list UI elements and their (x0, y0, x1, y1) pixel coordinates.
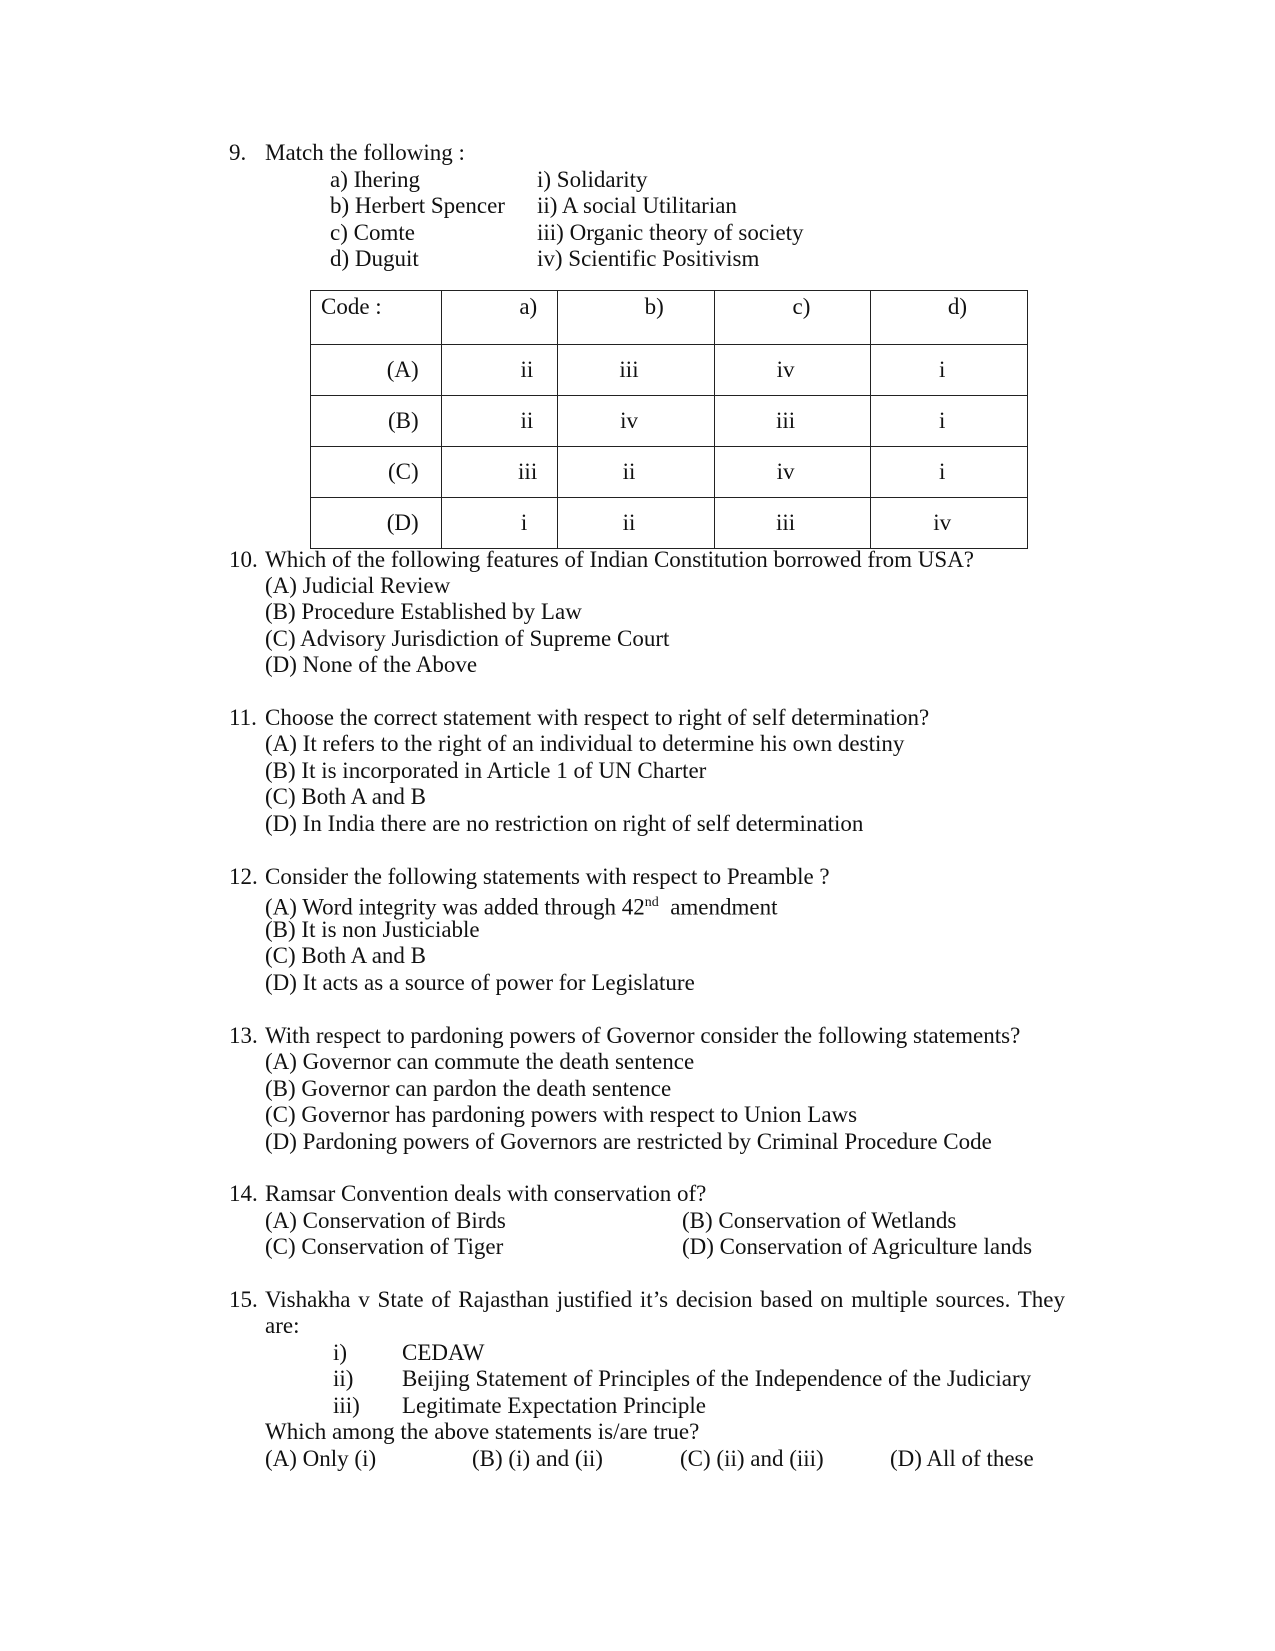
code-cell: i (871, 447, 1028, 498)
q11-option: (C) Both A and B (265, 784, 427, 809)
q15-prompt: Which among the above statements is/are true? (265, 1419, 700, 1444)
code-cell: ii (441, 396, 558, 447)
q15-item-number: i) (333, 1340, 348, 1365)
q15-item-text: CEDAW (402, 1340, 485, 1365)
q15-option: (C) (ii) and (iii) (680, 1446, 824, 1471)
q13-option: (C) Governor has pardoning powers with respect to Union Laws (265, 1102, 858, 1127)
q10-text: Which of the following features of Indian Constitution borrowed from USA? (265, 547, 975, 572)
q15-number: 15. (229, 1287, 258, 1312)
q15-option: (D) All of these (890, 1446, 1034, 1471)
code-table-row (311, 498, 1028, 549)
q9-number: 9. (229, 140, 247, 165)
code-row-label: (D) (311, 498, 442, 549)
q9-right-item: i) Solidarity (537, 167, 648, 192)
q15-item-number: ii) (333, 1366, 354, 1391)
q14-option: (C) Conservation of Tiger (265, 1234, 504, 1259)
code-cell: iii (558, 345, 715, 396)
code-cell: iii (714, 396, 871, 447)
code-cell: i (871, 345, 1028, 396)
q11-option: (B) It is incorporated in Article 1 of UN Charter (265, 758, 707, 783)
q9-left-item: a) Ihering (330, 167, 421, 192)
code-table-row (311, 345, 1028, 396)
code-header-cell: d) (871, 291, 1028, 345)
q12-option-a-superscript: nd (644, 895, 659, 910)
q12-number: 12. (229, 864, 258, 889)
code-header-cell: a) (441, 291, 558, 345)
code-cell: iv (871, 498, 1028, 549)
code-cell: i (441, 498, 558, 549)
code-cell: ii (558, 447, 715, 498)
q11-text: Choose the correct statement with respect to right of self determination? (265, 705, 930, 730)
q9-right-item: iv) Scientific Positivism (537, 246, 760, 271)
q12-option: (B) It is non Justiciable (265, 917, 480, 942)
code-header-cell: b) (558, 291, 715, 345)
q12-option: (D) It acts as a source of power for Legislature (265, 970, 695, 995)
q9-left-item: b) Herbert Spencer (330, 193, 505, 218)
q13-option: (A) Governor can commute the death sentence (265, 1049, 695, 1074)
q12-option-a-suffix: amendment (670, 894, 778, 920)
q12-text: Consider the following statements with respect to Preamble ? (265, 864, 830, 889)
q10-option: (A) Judicial Review (265, 573, 451, 598)
code-cell: iii (714, 498, 871, 549)
code-cell: iv (714, 447, 871, 498)
code-row-label: (C) (311, 447, 442, 498)
q15-option: (B) (i) and (ii) (472, 1446, 603, 1471)
q10-option: (B) Procedure Established by Law (265, 599, 582, 624)
code-row-label: (A) (311, 345, 442, 396)
code-header-cell: c) (714, 291, 871, 345)
q10-option: (D) None of the Above (265, 652, 478, 677)
code-table-row (311, 396, 1028, 447)
q14-text: Ramsar Convention deals with conservation of? (265, 1181, 707, 1206)
q12-option-a-text: (A) Word integrity was added through 42 (265, 894, 645, 920)
q12-option: (C) Both A and B (265, 943, 427, 968)
q15-item-number: iii) (333, 1393, 360, 1418)
code-cell: iii (441, 447, 558, 498)
q11-option: (D) In India there are no restriction on right of self determination (265, 811, 864, 836)
q13-option: (D) Pardoning powers of Governors are restricted by Criminal Procedure Code (265, 1129, 992, 1154)
q11-number: 11. (229, 705, 257, 730)
q14-option: (B) Conservation of Wetlands (682, 1208, 957, 1233)
code-cell: ii (441, 345, 558, 396)
q9-code-table (310, 290, 1028, 549)
q9-right-item: ii) A social Utilitarian (537, 193, 737, 218)
q14-number: 14. (229, 1181, 258, 1206)
code-table-header (311, 291, 1028, 345)
q10-option: (C) Advisory Jurisdiction of Supreme Court (265, 626, 670, 651)
q9-left-item: d) Duguit (330, 246, 419, 271)
code-cell: i (871, 396, 1028, 447)
code-table-row (311, 447, 1028, 498)
code-row-label: (B) (311, 396, 442, 447)
q13-text: With respect to pardoning powers of Governor consider the following statements? (265, 1023, 1021, 1048)
q11-option: (A) It refers to the right of an individual to determine his own destiny (265, 731, 905, 756)
q13-number: 13. (229, 1023, 258, 1048)
q15-text: Vishakha v State of Rajasthan justified it’s decision based on multiple sources. They (265, 1287, 1065, 1312)
q9-right-item: iii) Organic theory of society (537, 220, 804, 245)
q14-option: (A) Conservation of Birds (265, 1208, 506, 1233)
q10-number: 10. (229, 547, 258, 572)
q9-text: Match the following : (265, 140, 465, 165)
code-header-cell: Code : (311, 291, 442, 345)
q9-left-item: c) Comte (330, 220, 415, 245)
q14-option: (D) Conservation of Agriculture lands (682, 1234, 1033, 1259)
q15-item-text: Beijing Statement of Principles of the Independence of the Judiciary (402, 1366, 1032, 1391)
code-cell: iv (714, 345, 871, 396)
q15-text-cont: are: (265, 1313, 300, 1338)
code-cell: ii (558, 498, 715, 549)
q15-item-text: Legitimate Expectation Principle (402, 1393, 707, 1418)
q13-option: (B) Governor can pardon the death sentence (265, 1076, 672, 1101)
q15-option: (A) Only (i) (265, 1446, 377, 1471)
code-cell: iv (558, 396, 715, 447)
